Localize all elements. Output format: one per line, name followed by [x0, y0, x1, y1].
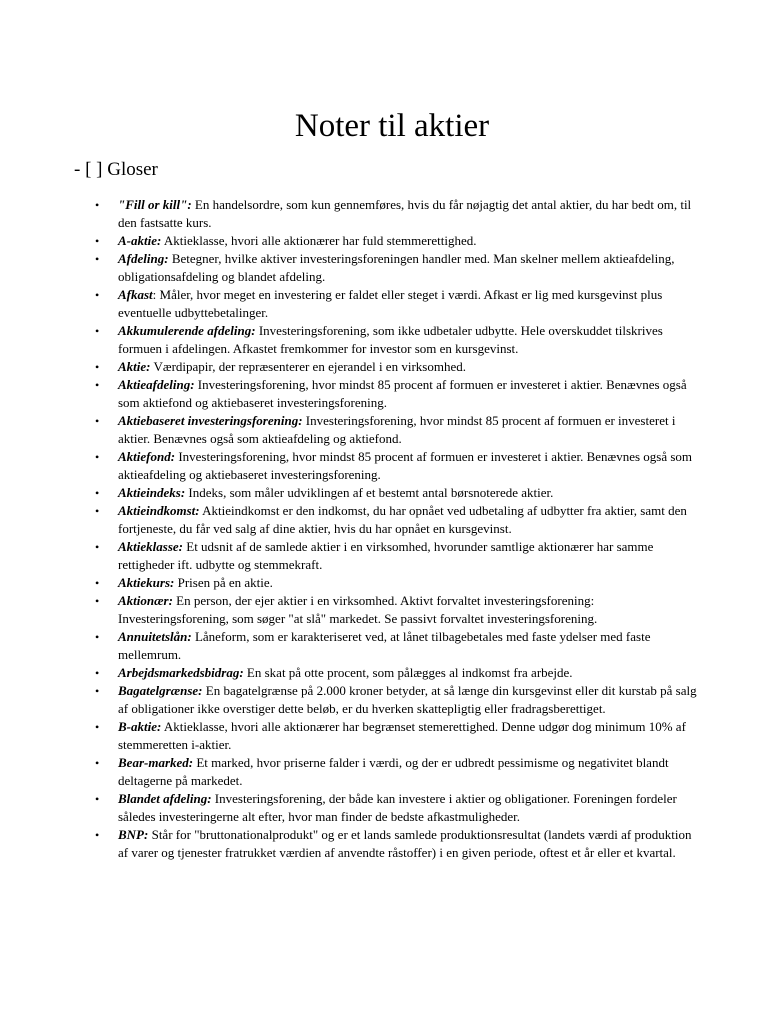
glossary-term: Aktieindeks:	[118, 485, 186, 500]
bullet-icon: •	[95, 720, 100, 734]
glossary-term: Aktiefond:	[118, 449, 176, 464]
bullet-icon: •	[95, 324, 100, 338]
glossary-term: Aktieafdeling:	[118, 377, 195, 392]
bullet-icon: •	[95, 450, 100, 464]
glossary-term: "Fill or kill":	[118, 197, 192, 212]
bullet-icon: •	[95, 288, 100, 302]
glossary-definition: Investeringsforening, hvor mindst 85 procent af formuen er investeret i aktier. Benævnes også som aktieafdeling og aktiebaseret investeringsforening.	[118, 449, 693, 482]
page-title: Noter til aktier	[294, 108, 490, 144]
glossary-term: Akkumulerende afdeling:	[118, 323, 256, 338]
bullet-icon: •	[95, 486, 100, 500]
glossary-definition: En handelsordre, som kun gennemføres, hvis du får nøjagtig det antal aktier, du har bedt om, til den fastsatte kurs.	[118, 197, 692, 230]
glossary-item	[95, 718, 698, 754]
bullet-icon: •	[95, 684, 100, 698]
glossary-item	[95, 196, 698, 232]
glossary-term: Bear-marked:	[118, 755, 194, 770]
glossary-term: Aktieklasse:	[118, 539, 183, 554]
glossary-definition: Står for "bruttonationalprodukt" og er et lands samlede produktionsresultat (landets værdi af produktion af varer og tjenester fratrukket værdien af anvendte råstoffer) i en given periode, oftest et år eller et kvartal.	[118, 827, 692, 860]
glossary-term: Afkast	[118, 287, 153, 302]
glossary-definition: Værdipapir, der repræsenterer en ejerandel i en virksomhed.	[150, 359, 466, 374]
glossary-item	[95, 322, 698, 358]
glossary-item	[95, 250, 698, 286]
bullet-icon: •	[95, 576, 100, 590]
glossary-item	[95, 664, 698, 682]
glossary-definition: Betegner, hvilke aktiver investeringsforeningen handler med. Man skelner mellem aktieafdeling, obligationsafdeling og blandet afdeling.	[118, 251, 675, 284]
glossary-item	[95, 448, 698, 484]
bullet-icon: •	[95, 594, 100, 608]
bullet-icon: •	[95, 540, 100, 554]
glossary-definition: Investeringsforening, som ikke udbetaler udbytte. Hele overskuddet tilskrives formuen i afdelingen. Afkastet fremkommer for investor som en kursgevinst.	[118, 323, 663, 356]
glossary-item	[95, 286, 698, 322]
bullet-icon: •	[95, 792, 100, 806]
glossary-definition: Aktieklasse, hvori alle aktionærer har begrænset stemerettighed. Denne udgør dog minimum 10% af stemmeretten i-aktier.	[118, 719, 686, 752]
bullet-icon: •	[95, 630, 100, 644]
bullet-icon: •	[95, 414, 100, 428]
glossary-term: Bagatelgrænse:	[118, 683, 203, 698]
glossary-item	[95, 754, 698, 790]
glossary-term: Arbejdsmarkedsbidrag:	[118, 665, 244, 680]
bullet-icon: •	[95, 756, 100, 770]
glossary-item	[95, 232, 698, 250]
glossary-definition: : Måler, hvor meget en investering er faldet eller steget i værdi. Afkast er lig med kursgevinst plus eventuelle udbyttebetalinger.	[118, 287, 663, 320]
glossary-definition: En person, der ejer aktier i en virksomhed. Aktivt forvaltet investeringsforening: Investeringsforening, som søger "at slå" markedet. Se passivt forvaltet investeringsforening.	[118, 593, 598, 626]
section-heading: - [ ] Gloser	[74, 159, 158, 180]
glossary-definition: Et udsnit af de samlede aktier i en virksomhed, hvorunder samtlige aktionærer har samme rettigheder ift. udbytte og stemmekraft.	[118, 539, 654, 572]
glossary-item	[95, 592, 698, 628]
bullet-icon: •	[95, 234, 100, 248]
bullet-icon: •	[95, 504, 100, 518]
glossary-term: Aktionær:	[118, 593, 173, 608]
bullet-icon: •	[95, 360, 100, 374]
glossary-item	[95, 484, 698, 502]
glossary-item	[95, 826, 698, 862]
glossary-item	[95, 538, 698, 574]
glossary-item	[95, 502, 698, 538]
glossary-item	[95, 358, 698, 376]
glossary-term: Aktieindkomst:	[118, 503, 200, 518]
glossary-definition: Låneform, som er karakteriseret ved, at lånet tilbagebetales med faste ydelser med faste mellemrum.	[118, 629, 651, 662]
glossary-term: Blandet afdeling:	[118, 791, 212, 806]
glossary-definition: Indeks, som måler udviklingen af et bestemt antal børsnoterede aktier.	[185, 485, 554, 500]
bullet-icon: •	[95, 198, 100, 212]
glossary-item	[95, 376, 698, 412]
glossary-term: Aktiekurs:	[118, 575, 175, 590]
bullet-icon: •	[95, 828, 100, 842]
glossary-term: Annuitetslån:	[118, 629, 192, 644]
glossary-term: Aktie:	[118, 359, 151, 374]
glossary-item	[95, 574, 698, 592]
glossary-term: Aktiebaseret investeringsforening:	[118, 413, 303, 428]
bullet-icon: •	[95, 666, 100, 680]
glossary-item	[95, 790, 698, 826]
glossary-definition: En skat på otte procent, som pålægges al indkomst fra arbejde.	[243, 665, 573, 680]
glossary-definition: Investeringsforening, hvor mindst 85 procent af formuen er investeret i aktier. Benævnes også som aktiefond og aktiebaseret investeringsforening.	[118, 377, 687, 410]
bullet-icon: •	[95, 252, 100, 266]
glossary-item	[95, 412, 698, 448]
glossary-definition: Et marked, hvor priserne falder i værdi, og der er udbredt pessimisme og negativitet blandt deltagerne på markedet.	[118, 755, 669, 788]
glossary-term: BNP:	[118, 827, 149, 842]
bullet-icon: •	[95, 378, 100, 392]
glossary-item	[95, 682, 698, 718]
glossary-term: B-aktie:	[118, 719, 162, 734]
glossary-term: Afdeling:	[118, 251, 169, 266]
glossary-definition: En bagatelgrænse på 2.000 kroner betyder, at så længe din kursgevinst eller dit kurstab på salg af obligationer ikke overstiger dette beløb, er du hverken skattepligtig eller fradragsberettiget.	[118, 683, 697, 716]
glossary-definition: Investeringsforening, der både kan investere i aktier og obligationer. Foreningen fordeler således investeringerne alt efter, hvor man finder de bedste afkastmuligheder.	[118, 791, 677, 824]
glossary-definition: Investeringsforening, hvor mindst 85 procent af formuen er investeret i aktier. Benævnes også som aktieafdeling og aktiefond.	[118, 413, 676, 446]
glossary-item	[95, 628, 698, 664]
glossary-term: A-aktie:	[118, 233, 162, 248]
glossary-definition: Aktieindkomst er den indkomst, du har opnået ved udbetaling af udbytter fra aktier, samt den fortjeneste, du får ved salg af dine aktier, hvis du har opnået en kursgevinst.	[118, 503, 687, 536]
glossary-list	[95, 196, 698, 862]
glossary-definition: Prisen på en aktie.	[174, 575, 273, 590]
glossary-definition: Aktieklasse, hvori alle aktionærer har fuld stemmerettighed.	[161, 233, 477, 248]
